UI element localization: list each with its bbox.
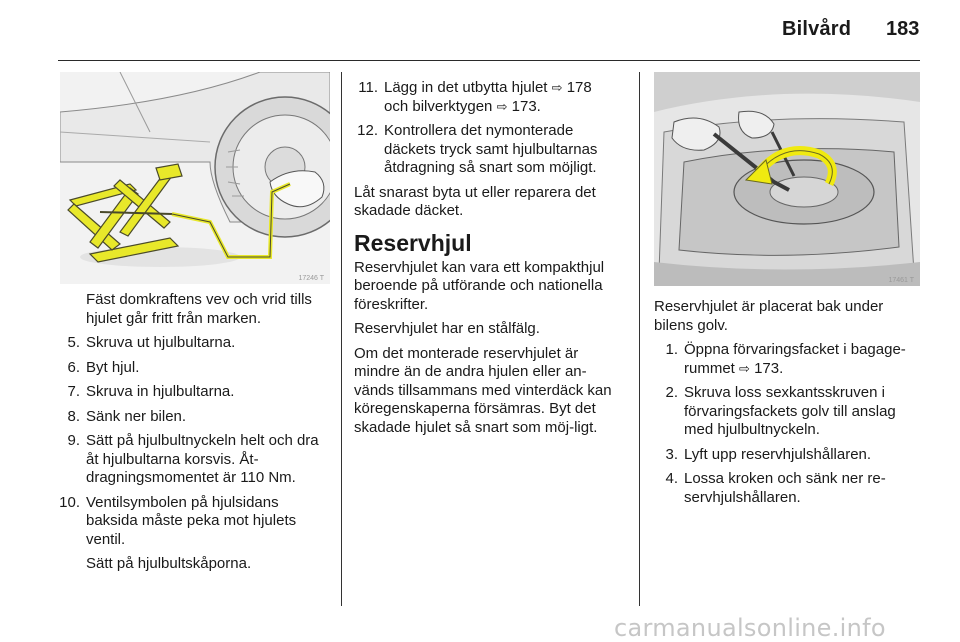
list-item xyxy=(56,359,330,378)
watermark: carmanualsonline.info xyxy=(614,614,886,642)
after-note: Sätt på hjulbultskåporna. xyxy=(86,555,252,572)
list-item xyxy=(654,470,926,507)
list-item xyxy=(56,432,330,488)
list-item xyxy=(56,383,330,402)
step-number: 11. xyxy=(358,79,378,96)
step-number: 2. xyxy=(665,384,678,401)
step-list-left xyxy=(56,334,330,549)
car-jack-illustration xyxy=(60,72,330,284)
list-item xyxy=(654,446,926,465)
list-item xyxy=(354,122,626,178)
list-item xyxy=(654,341,926,378)
paragraph: Reservhjulet har en stålfälg. xyxy=(354,320,540,337)
step-number: 8. xyxy=(67,407,80,425)
step-text: Skruva in hjulbultarna. xyxy=(86,383,235,400)
step-text: Skruva loss sexkantsskruven i förvaringsfackets golv till anslag med hjulbultnyckeln. xyxy=(684,384,896,438)
step-number: 7. xyxy=(67,383,80,400)
figure-code: 17461 T xyxy=(888,277,914,284)
step-number: 3. xyxy=(665,445,678,463)
page-number: 183 xyxy=(886,18,920,40)
step-number: 6. xyxy=(67,358,80,376)
step-number: 5. xyxy=(67,334,80,351)
middle-column xyxy=(354,79,626,443)
list-item xyxy=(56,408,330,427)
step-text: Lossa kroken och sänk ner re-servhjulshållaren. xyxy=(684,470,886,506)
step-text: Skruva ut hjulbultarna. xyxy=(86,334,236,351)
column-divider-1 xyxy=(341,72,342,606)
page-ref-arrow-icon: ⇨ xyxy=(739,360,750,376)
paragraph: Om det monterade reservhjulet är mindre än de andra hjulen eller an-vänds tillsammans med vinterdäck kan köregenskaperna försämras. Byt det skadade hjulet så snart som möj-ligt. xyxy=(354,344,612,436)
paragraph: Reservhjulet kan vara ett kompakthjul beroende på utförande och nationella föreskrifter. xyxy=(354,258,605,313)
page-ref-arrow-icon: ⇨ xyxy=(551,80,563,95)
list-item xyxy=(654,384,926,440)
step-text: Kontrollera det nymonterade däckets tryck samt hjulbultarnas åtdragning så snart som möjligt. xyxy=(384,122,598,176)
right-column xyxy=(654,298,926,513)
step-text: Sänk ner bilen. xyxy=(86,407,187,425)
step-text: Sätt på hjulbultnyckeln helt och dra åt hjulbultarna korsvis. Åt-dragningsmomentet är 110 Nm. xyxy=(86,432,319,486)
section-heading: Reservhjul xyxy=(354,229,472,256)
spare-wheel-illustration xyxy=(654,72,920,286)
paragraph: Reservhjulet är placerat bak under bilens golv. xyxy=(654,298,884,334)
page-header-title: Bilvård xyxy=(782,18,852,40)
step-number: 9. xyxy=(67,432,80,449)
step-text: Byt hjul. xyxy=(86,358,140,376)
column-divider-2 xyxy=(639,72,640,606)
step-text: Lyft upp reservhjulshållaren. xyxy=(684,445,872,463)
page-ref-link[interactable]: 173. xyxy=(511,97,541,115)
car-jack-drawing xyxy=(60,72,330,284)
paragraph: Låt snarast byta ut eller reparera det skadade däcket. xyxy=(354,183,596,219)
page-ref-link[interactable]: 173. xyxy=(754,359,784,377)
step-text: Lägg in det utbytta hjulet xyxy=(384,79,552,96)
step-number: 1. xyxy=(665,341,678,358)
step-text: Ventilsymbolen på hjulsidans baksida måste peka mot hjulets ventil. xyxy=(86,493,297,548)
step-number: 12. xyxy=(357,122,378,139)
header-rule xyxy=(58,60,920,61)
list-item xyxy=(354,79,626,116)
page-ref-arrow-icon: ⇨ xyxy=(496,98,508,114)
page-ref-link[interactable]: 178 xyxy=(566,79,592,96)
step-number: 4. xyxy=(665,470,678,487)
jack-caption: Fäst domkraftens vev och vrid tills hjulet går fritt från marken. xyxy=(86,291,312,327)
list-item xyxy=(56,494,330,550)
step-list-right xyxy=(654,341,926,507)
list-item xyxy=(56,334,330,353)
step-text: Öppna förvaringsfacket i bagage-rummet xyxy=(684,341,906,377)
figure-code: 17246 T xyxy=(298,275,324,282)
left-column xyxy=(56,291,330,580)
step-text: och bilverktygen xyxy=(384,97,497,115)
step-number: 10. xyxy=(59,493,80,511)
spare-wheel-drawing xyxy=(654,72,920,286)
step-list-middle xyxy=(354,79,626,178)
